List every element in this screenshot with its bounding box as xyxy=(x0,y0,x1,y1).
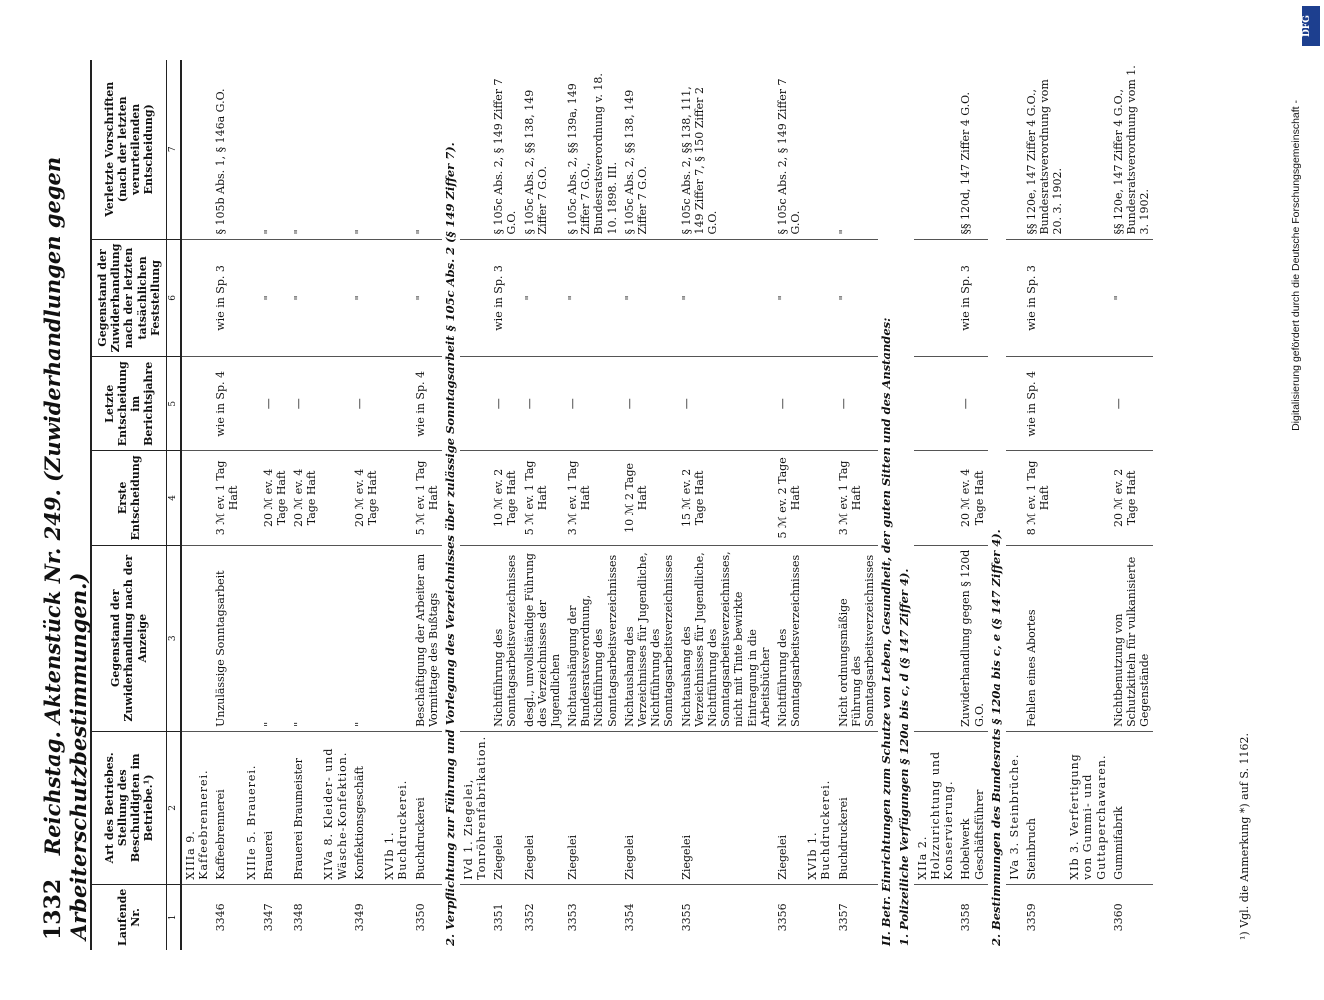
cell-gegenstand: Beschäftigung der Arbeiter am Vormittage des Bußtags xyxy=(412,545,442,731)
cell-vorschr: " xyxy=(290,60,320,239)
cell-nr: 3352 xyxy=(522,903,536,932)
cell-nr xyxy=(460,884,490,950)
cell-gegenstand xyxy=(460,545,490,731)
cell-gegenstand: Nichtführung des Sonntagsarbeitsverzeichnisses xyxy=(490,545,520,731)
cell-vorschr: § 105c Abs. 2, § 149 Ziffer 7 G.O. xyxy=(774,60,804,239)
cell-gegenstand xyxy=(914,545,958,731)
cell-art: Buchdruckerei xyxy=(835,731,879,884)
cell-letzte xyxy=(804,357,834,451)
cell-gegenstand: Nichtführung des Sonntagsarbeitsverzeichnisses xyxy=(774,545,804,731)
group-row xyxy=(381,60,411,950)
cell-letzte: — xyxy=(1110,357,1154,451)
cell-nr: 3346 xyxy=(214,903,228,932)
table-row xyxy=(774,60,804,950)
cell-vorschr: § 105c Abs. 2, §§ 139a, 149 Ziffer 7 G.O., Bundesratsverordnung v. 18. 10. 1898. III. xyxy=(564,60,621,239)
cell-art: Hobelwerk Geschäftsführer xyxy=(957,731,987,884)
cell-erste: 20 ℳ ev. 4 Tage Haft xyxy=(260,451,290,545)
cell-letzte xyxy=(381,357,411,451)
cell-art: IVa 3. Steinbrüche. xyxy=(1006,731,1023,884)
cell-gegen6 xyxy=(1066,239,1110,357)
cell-gegen6 xyxy=(381,239,411,357)
cell-nr xyxy=(181,884,212,950)
cell-letzte: — xyxy=(957,357,987,451)
cell-erste: 3 ℳ ev. 1 Tag Haft xyxy=(835,451,879,545)
cell-art: XIVa 8. Kleider- und Wäsche-Konfektion. xyxy=(320,731,350,884)
cell-nr: 3353 xyxy=(566,903,580,932)
cell-art: Brauerei xyxy=(260,731,290,884)
table-row xyxy=(564,60,621,950)
cell-gegenstand: " xyxy=(260,545,290,731)
group-row xyxy=(1066,60,1110,950)
cell-letzte: — xyxy=(678,357,774,451)
cell-letzte xyxy=(1066,357,1110,451)
column-header: Gegenstand der Zuwiderhandlung nach der Anzeige xyxy=(91,545,167,731)
cell-nr xyxy=(243,884,260,950)
cell-erste: 5 ℳ ev. 1 Tag Haft xyxy=(521,451,565,545)
cell-gegenstand: Fehlen eines Abortes xyxy=(1023,545,1067,731)
table-body xyxy=(181,60,1154,950)
table-row xyxy=(621,60,678,950)
section-heading: 2. Verpflichtung zur Führung und Vorlegung des Verzeichnisses über zulässige Sonntagsarbeit § 105c Abs. 2 (§ 149 Ziffer 7). xyxy=(442,142,457,946)
cell-erste: 3 ℳ ev. 1 Tag Haft xyxy=(564,451,621,545)
cell-vorschr: §§ 120e, 147 Ziffer 4 G.O., Bundesratsverordnung vom 1. 3. 1902. xyxy=(1110,60,1154,239)
cell-erste: 10 ℳ 2 Tage Haft xyxy=(621,451,678,545)
cell-gegen6: wie in Sp. 3 xyxy=(490,239,520,357)
cell-art: Konfektionsgeschäft xyxy=(351,731,381,884)
cell-letzte xyxy=(460,357,490,451)
cell-nr: 3349 xyxy=(352,903,366,932)
cell-vorschr: " xyxy=(835,60,879,239)
cell-erste: 5 ℳ ev. 1 Tag Haft xyxy=(412,451,442,545)
column-number: 6 xyxy=(167,239,181,357)
table-row xyxy=(490,60,520,950)
column-number: 5 xyxy=(167,357,181,451)
cell-gegen6: " xyxy=(521,239,565,357)
cell-erste xyxy=(381,451,411,545)
cell-gegenstand xyxy=(181,545,212,731)
cell-erste xyxy=(1066,451,1110,545)
cell-nr: 3358 xyxy=(959,903,973,932)
cell-erste: 20 ℳ ev. 4 Tage Haft xyxy=(351,451,381,545)
cell-gegenstand xyxy=(1006,545,1023,731)
cell-gegenstand xyxy=(243,545,260,731)
column-number: 2 xyxy=(167,731,181,884)
digitization-credit xyxy=(1290,100,1310,980)
cell-erste: 20 ℳ ev. 4 Tage Haft xyxy=(957,451,987,545)
cell-vorschr: " xyxy=(412,60,442,239)
cell-erste: 15 ℳ ev. 2 Tage Haft xyxy=(678,451,774,545)
section-heading: 2. Bestimmungen des Bundesrats § 120a bis c, e (§ 147 Ziffer 4). xyxy=(988,529,1003,946)
page-title: Reichstag. Aktenstück Nr. 249. (Zuwiderhandlungen gegen Arbeiterschutzbestimmungen.) xyxy=(40,156,91,940)
cell-erste: 10 ℳ ev. 2 Tage Haft xyxy=(490,451,520,545)
cell-letzte: — xyxy=(621,357,678,451)
cell-vorschr: § 105c Abs. 2, §§ 138, 149 Ziffer 7 G.O. xyxy=(521,60,565,239)
cell-nr: 3350 xyxy=(413,903,427,932)
cell-nr xyxy=(320,884,350,950)
cell-nr: 3360 xyxy=(1111,903,1125,932)
cell-gegen6: " xyxy=(678,239,774,357)
cell-gegenstand: Zuwiderhandlung gegen § 120d G.O. xyxy=(957,545,987,731)
cell-vorschr xyxy=(181,60,212,239)
cell-art: Buchdruckerei xyxy=(412,731,442,884)
cell-gegen6 xyxy=(460,239,490,357)
column-number-row xyxy=(167,60,181,950)
cell-letzte xyxy=(243,357,260,451)
cell-vorschr: " xyxy=(260,60,290,239)
group-row xyxy=(243,60,260,950)
cell-art: Ziegelei xyxy=(490,731,520,884)
page-number: 1332 xyxy=(40,878,66,940)
cell-erste xyxy=(243,451,260,545)
column-header: Art des Betriebes. Stellung des Beschuldigten im Betriebe.¹) xyxy=(91,731,167,884)
cell-gegenstand: Nichtbenutzung von Schutzkitteln für vulkanisierte Gegenstände xyxy=(1110,545,1154,731)
cell-erste xyxy=(460,451,490,545)
cell-erste: 20 ℳ ev. 2 Tage Haft xyxy=(1110,451,1154,545)
cell-vorschr xyxy=(1006,60,1023,239)
section-heading-row xyxy=(896,60,914,950)
section-heading: II. Betr. Einrichtungen zum Schutze von Leben, Gesundheit, der guten Sitten und des Anstandes: xyxy=(879,317,894,946)
cell-gegenstand: Nichtaushängung der Bundesratsverordnung, Nichtführung des Sonntagsarbeitsverzeichnisses xyxy=(564,545,621,731)
cell-gegen6: " xyxy=(621,239,678,357)
group-row xyxy=(181,60,212,950)
table-row xyxy=(678,60,774,950)
cell-letzte: — xyxy=(521,357,565,451)
cell-gegen6: " xyxy=(260,239,290,357)
dfg-logo: DFG xyxy=(1302,6,1320,46)
cell-art: Gummifabrik xyxy=(1110,731,1154,884)
cell-gegenstand xyxy=(381,545,411,731)
credit-text: Digitalisierung gefördert durch die Deutsche Forschungsgemeinschaft - xyxy=(1290,100,1302,431)
cell-erste: 5 ℳ ev. 2 Tage Haft xyxy=(774,451,804,545)
column-header: Erste Entscheidung xyxy=(91,451,167,545)
cell-letzte: — xyxy=(835,357,879,451)
cell-letzte: wie in Sp. 4 xyxy=(1023,357,1067,451)
group-row xyxy=(460,60,490,950)
cell-nr: 3357 xyxy=(836,903,850,932)
cell-letzte: — xyxy=(490,357,520,451)
table-row xyxy=(412,60,442,950)
footnote: ¹) Vgl. die Anmerkung *) auf S. 1162. xyxy=(1238,733,1251,940)
cell-vorschr: §§ 120d, 147 Ziffer 4 G.O. xyxy=(957,60,987,239)
cell-nr: 3354 xyxy=(622,903,636,932)
cell-gegenstand xyxy=(1066,545,1110,731)
cell-letzte xyxy=(181,357,212,451)
section-heading-row xyxy=(988,60,1006,950)
cell-art: Kaffeebrennerei xyxy=(212,731,242,884)
cell-art: XIb 3. Verfertigung von Gummi- und Guttaperchawaren. xyxy=(1066,731,1110,884)
cell-gegen6: " xyxy=(412,239,442,357)
cell-letzte xyxy=(914,357,958,451)
cell-gegenstand xyxy=(804,545,834,731)
cell-erste xyxy=(320,451,350,545)
group-row xyxy=(804,60,834,950)
cell-erste xyxy=(804,451,834,545)
cell-gegenstand: Unzulässige Sonntagsarbeit xyxy=(212,545,242,731)
cell-art: Ziegelei xyxy=(564,731,621,884)
table-row xyxy=(1110,60,1154,950)
column-number: 3 xyxy=(167,545,181,731)
cell-gegenstand: " xyxy=(351,545,381,731)
cell-erste xyxy=(1006,451,1023,545)
cell-erste: 20 ℳ ev. 4 Tage Haft xyxy=(290,451,320,545)
cell-vorschr: " xyxy=(351,60,381,239)
table-row xyxy=(351,60,381,950)
cell-gegen6: " xyxy=(564,239,621,357)
section-heading: 1. Polizeiliche Verfügungen § 120a bis c, d (§ 147 Ziffer 4). xyxy=(897,568,912,946)
cell-letzte xyxy=(1006,357,1023,451)
group-row xyxy=(320,60,350,950)
column-header: Laufende Nr. xyxy=(91,884,167,950)
cell-art: XIIIa 9. Kaffeebrennerei. xyxy=(181,731,212,884)
cell-vorschr xyxy=(1066,60,1110,239)
cell-gegenstand: desgl., unvollständige Führung des Verzeichnisses der Jugendlichen xyxy=(521,545,565,731)
cell-vorschr: §§ 120e, 147 Ziffer 4 G.O., Bundesratsverordnung vom 20. 3. 1902. xyxy=(1023,60,1067,239)
cell-vorschr: § 105c Abs. 2, §§ 138, 111, 149 Ziffer 7, § 150 Ziffer 2 G.O. xyxy=(678,60,774,239)
cell-gegenstand xyxy=(320,545,350,731)
cell-vorschr: § 105b Abs. 1, § 146a G.O. xyxy=(212,60,242,239)
cell-art: XIIa 2. Holzzurichtung und Konservierung. xyxy=(914,731,958,884)
cell-vorschr xyxy=(243,60,260,239)
cell-nr: 3347 xyxy=(261,903,275,932)
cell-art: XVIb 1. Buchdruckerei. xyxy=(381,731,411,884)
cell-gegen6 xyxy=(181,239,212,357)
violations-table xyxy=(90,60,1153,950)
cell-vorschr xyxy=(914,60,958,239)
cell-gegen6: wie in Sp. 3 xyxy=(212,239,242,357)
cell-letzte: — xyxy=(564,357,621,451)
cell-gegen6 xyxy=(804,239,834,357)
cell-letzte: wie in Sp. 4 xyxy=(412,357,442,451)
cell-gegen6: " xyxy=(290,239,320,357)
column-header: Letzte Entscheidung im Berichtsjahre xyxy=(91,357,167,451)
cell-vorschr: § 105c Abs. 2, § 149 Ziffer 7 G.O. xyxy=(490,60,520,239)
cell-nr: 3348 xyxy=(292,903,306,932)
cell-nr: 3355 xyxy=(679,903,693,932)
cell-art: IVd 1. Ziegelei, Tonröhrenfabrikation. xyxy=(460,731,490,884)
cell-erste xyxy=(181,451,212,545)
cell-gegen6: " xyxy=(351,239,381,357)
section-heading-row xyxy=(442,60,460,950)
column-header: Verletzte Vorschriften (nach der letzten verurteilenden Entscheidung) xyxy=(91,60,167,239)
column-header: Gegenstand der Zuwiderhandlung nach der letzten tatsächlichen Feststellung xyxy=(91,239,167,357)
page-header xyxy=(40,60,91,940)
cell-art: Brauerei Braumeister xyxy=(290,731,320,884)
cell-gegen6 xyxy=(914,239,958,357)
table-row xyxy=(835,60,879,950)
cell-erste: 8 ℳ ev. 1 Tag Haft xyxy=(1023,451,1067,545)
cell-gegen6: wie in Sp. 3 xyxy=(1023,239,1067,357)
cell-letzte: — xyxy=(260,357,290,451)
cell-gegenstand: Nichtaushang des Verzeichnisses für Jugendliche, Nichtführung des Sonntagsarbeitsverzeichnisses xyxy=(621,545,678,731)
cell-gegen6: " xyxy=(835,239,879,357)
column-number: 7 xyxy=(167,60,181,239)
table-row xyxy=(521,60,565,950)
cell-vorschr: § 105c Abs. 2, §§ 138, 149 Ziffer 7 G.O. xyxy=(621,60,678,239)
table-row xyxy=(957,60,987,950)
cell-vorschr xyxy=(804,60,834,239)
cell-vorschr xyxy=(320,60,350,239)
section-heading-row xyxy=(878,60,896,950)
cell-letzte: — xyxy=(290,357,320,451)
cell-art: Ziegelei xyxy=(774,731,804,884)
cell-nr: 3359 xyxy=(1024,903,1038,932)
cell-nr: 3351 xyxy=(492,903,506,932)
cell-gegen6 xyxy=(1006,239,1023,357)
group-row xyxy=(914,60,958,950)
table-row xyxy=(290,60,320,950)
cell-letzte: — xyxy=(351,357,381,451)
column-number: 1 xyxy=(167,884,181,950)
cell-nr xyxy=(804,884,834,950)
table-row xyxy=(1023,60,1067,950)
cell-erste xyxy=(914,451,958,545)
cell-art: Steinbruch xyxy=(1023,731,1067,884)
cell-gegenstand: Nichtaushang des Verzeichnisses für Jugendliche, Nichtführung des Sonntagsarbeitsverzeichnisses, nicht mit Tinte bewirkte Eintragung in die Arbeitsbücher xyxy=(678,545,774,731)
cell-letzte xyxy=(320,357,350,451)
cell-nr xyxy=(914,884,958,950)
cell-art: Ziegelei xyxy=(678,731,774,884)
cell-nr: 3356 xyxy=(775,903,789,932)
cell-art: XIIIe 5. Brauerei. xyxy=(243,731,260,884)
cell-gegen6: wie in Sp. 3 xyxy=(957,239,987,357)
table-row xyxy=(260,60,290,950)
cell-gegen6: " xyxy=(1110,239,1154,357)
cell-art: XVIb 1. Buchdruckerei. xyxy=(804,731,834,884)
cell-erste: 3 ℳ ev. 1 Tag Haft xyxy=(212,451,242,545)
cell-nr xyxy=(1006,884,1023,950)
cell-nr xyxy=(381,884,411,950)
cell-vorschr xyxy=(381,60,411,239)
cell-vorschr xyxy=(460,60,490,239)
cell-gegen6: " xyxy=(774,239,804,357)
cell-gegen6 xyxy=(320,239,350,357)
table-header-row xyxy=(91,60,167,950)
cell-gegenstand: Nicht ordnungsmäßige Führung des Sonntagsarbeitsverzeichnisses xyxy=(835,545,879,731)
table-row xyxy=(212,60,242,950)
cell-art: Ziegelei xyxy=(521,731,565,884)
cell-art: Ziegelei xyxy=(621,731,678,884)
cell-gegenstand: " xyxy=(290,545,320,731)
cell-letzte: — xyxy=(774,357,804,451)
cell-gegen6 xyxy=(243,239,260,357)
group-row xyxy=(1006,60,1023,950)
cell-nr xyxy=(1066,884,1110,950)
cell-letzte: wie in Sp. 4 xyxy=(212,357,242,451)
column-number: 4 xyxy=(167,451,181,545)
